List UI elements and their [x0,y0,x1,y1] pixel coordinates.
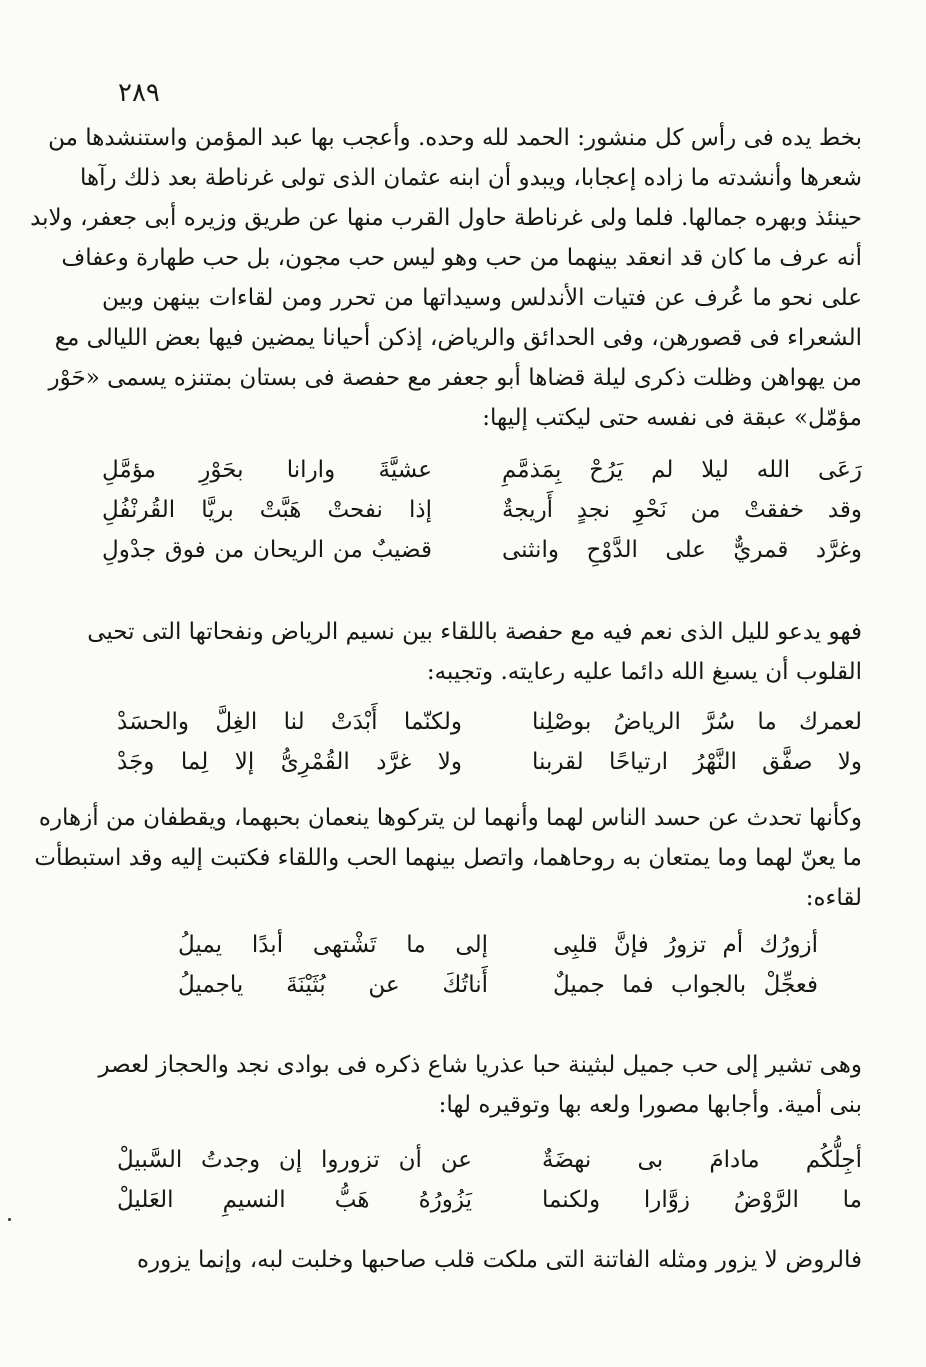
verse-line [117,702,862,742]
verse-second-hemistich: ولكنّما أَبْدَتْ لنا الغِلَّ والحسَدْ [117,709,462,735]
verse-first-hemistich: رَعَى الله ليلا لم يَرُحْ بِمَذمَّمِ [502,457,862,483]
paragraph-line: لقاءه: [805,885,862,911]
verse-second-hemistich: عشيَّةَ وارانا بحَوْرِ مؤمَّلِ [102,457,432,483]
paragraph-line: ما يعنّ لهما وما يمتعان به روحاهما، واتصل بينهما الحب واللقاء فكتبت إليه وقد استبطأت [34,845,862,871]
verse-second-hemistich: إلى ما تَشْتهى أبدًا يميلُ [178,932,488,958]
verse-line [102,450,862,490]
paragraph-line: الشعراء فى قصورهن، وفى الحدائق والرياض، إذكن أحيانا يمضين فيها بعض الليالى مع [54,325,862,351]
verse-second-hemistich: قضيبٌ من الريحان من فوق جدْولِ [102,537,432,563]
paragraph-5 [137,1240,862,1280]
verse-line [178,965,818,1005]
verse-first-hemistich: أزورُك أم تزورُ فإنَّ قلبِى [553,932,818,958]
paragraph-line: بنى أمية. وأجابها مصورا ولعه بها وتوقيره لها: [438,1092,862,1118]
verse-second-hemistich: عن أن تزوروا إن وجدتُ السَّبيلْ [117,1147,472,1173]
verse-line [102,530,862,570]
paragraph-line: القلوب أن يسبغ الله دائما عليه رعايته. وتجيبه: [426,659,862,685]
paragraph-line: شعرها وأنشدته ما زاده إعجابا، ويبدو أن ابنه عثمان الذى تولى غرناطة بعد ذلك رآها [79,165,862,191]
verse-first-hemistich: أجِلُّكُم مادامَ بى نهضَةٌ [542,1147,862,1173]
verse-second-hemistich: أَناتُكَ عن بُثَيْنَةَ ياجميلُ [178,972,488,998]
verse-line [117,742,862,782]
paragraph-1 [30,118,862,438]
verse-line [117,1140,862,1180]
paragraph-line: على نحو ما عُرف عن فتيات الأندلس وسيداتها من تحرر ومن لقاءات بينهن وبين [102,285,862,311]
verse-second-hemistich: إذا نفحتْ هَبَّتْ بريَّا القُرنْفُلِ [102,497,432,523]
verse-line [178,925,818,965]
paragraph-line: مؤمّل» عبقة فى نفسه حتى ليكتب إليها: [482,405,862,431]
paragraph-line: وهى تشير إلى حب جميل لبثينة حبا عذريا شاع ذكره فى بوادى نجد والحجاز لعصر [98,1052,862,1078]
paragraph-line: فالروض لا يزور ومثله الفاتنة التى ملكت قلب صاحبها وخلبت لبه، وإنما يزوره [137,1247,862,1273]
margin-speck [8,1218,11,1221]
verse-first-hemistich: وغرَّد قمريٌّ على الدَّوْحِ وانثنى [502,537,862,563]
verse-line [102,490,862,530]
verse-first-hemistich: ما الرَّوْضُ زوَّارا ولكنما [542,1187,862,1213]
paragraph-line: من يهواهن وظلت ذكرى ليلة قضاها أبو جعفر مع حفصة فى بستان بمتنزه يسمى «حَوْر [48,365,862,391]
paragraph-line: وكأنها تحدث عن حسد الناس لهما وأنهما لن يتركوها ينعمان بحبهما، ويقطفان من أزهاره [38,805,862,831]
poem-1 [102,450,862,570]
poem-4 [117,1140,862,1220]
paragraph-2 [87,612,862,692]
paragraph-line: حينئذ وبهره جمالها. فلما ولى غرناطة حاول القرب منها عن طريق وزيره أبى جعفر، ولابد [30,205,862,231]
verse-second-hemistich: ولا غرَّد القُمْرِىُّ إلا لِما وجَدْ [117,749,462,775]
verse-first-hemistich: وقد خفقتْ من نَحْوِ نجدٍ أَريجةٌ [502,497,862,523]
verse-line [117,1180,862,1220]
paragraph-4 [98,1045,862,1125]
verse-first-hemistich: فعجِّلْ بالجواب فما جميلٌ [553,972,818,998]
paragraph-3 [34,798,862,918]
verse-first-hemistich: ولا صفَّق النَّهْرُ ارتياحًا لقربنا [532,749,862,775]
page-number: ٢٨٩ [118,78,160,108]
verse-second-hemistich: يَزُورُهُ هَبُّ النسيمِ العَليلْ [117,1187,472,1213]
poem-2 [117,702,862,782]
verse-first-hemistich: لعمرك ما سُرَّ الرياضُ بوصْلِنا [532,709,862,735]
paragraph-line: فهو يدعو لليل الذى نعم فيه مع حفصة باللقاء بين نسيم الرياض ونفحاتها التى تحيى [87,619,862,645]
poem-3 [178,925,818,1005]
paragraph-line: أنه عرف ما كان قد انعقد بينهما من حب وهو ليس حب مجون، بل حب طهارة وعفاف [61,245,862,271]
paragraph-line: بخط يده فى رأس كل منشور: الحمد لله وحده. وأعجب بها عبد المؤمن واستنشدها من [48,125,862,151]
